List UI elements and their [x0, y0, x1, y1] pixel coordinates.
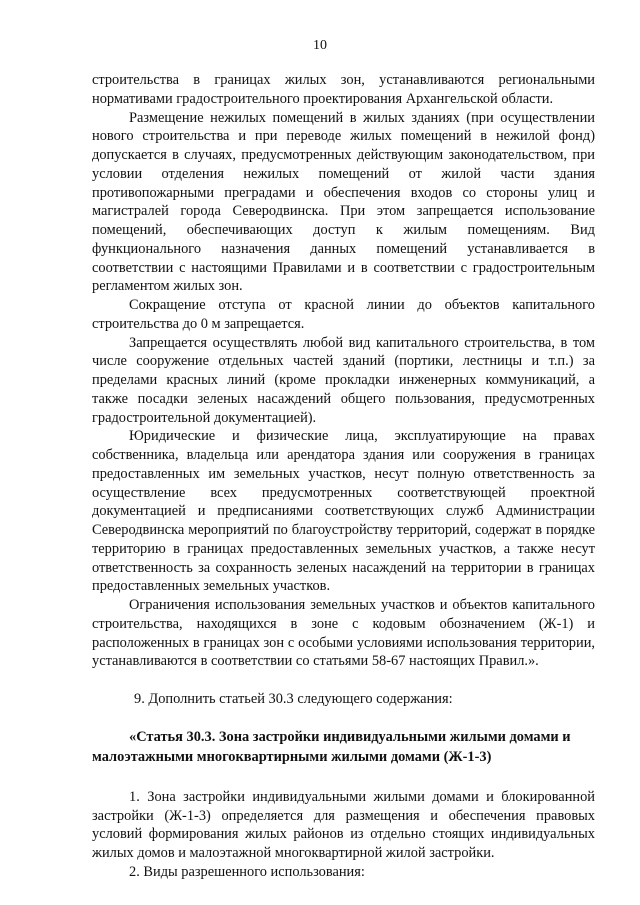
paragraph-nonresidential-premises: Размещение нежилых помещений в жилых зданиях (при осуществлении нового строительства и при переводе жилых помещений в нежилой фонд) допускается в случаях, предусмотренных действующим законодательством, при условии отделения нежилых помещений от жилой части здания противопожарными преградами и обеспечения входов со стороны улиц и магистралей города Северодвинска. При этом запрещается использование помещений, обеспечивающих доступ к жилым помещениям. Вид функционального назначения данных помещений устанавливается в соответствии с настоящими Правилами и в соответствии с градостроительным регламентом жилых зон. — [92, 109, 595, 295]
document-body — [92, 71, 595, 882]
paragraph-zone-definition: 1. Зона застройки индивидуальными жилыми домами и блокированной застройки (Ж-1-3) определяется для размещения и обеспечения правовых условий формирования жилых районов из отдельно стоящих индивидуальных жилых домов и малоэтажной многоквартирной жилой застройки. — [92, 788, 595, 861]
paragraph-red-line-setback: Сокращение отступа от красной линии до объектов капитального строительства до 0 м запрещается. — [92, 297, 595, 332]
paragraph-permitted-uses: 2. Виды разрешенного использования: — [129, 863, 365, 880]
paragraph-construction-prohibition: Запрещается осуществлять любой вид капитального строительства, в том числе сооружение отдельных частей зданий (портики, лестницы и т.п.) за пределами красных линий (кроме прокладки инженерных коммуникаций, а также посадки зеленых насаждений общего пользования, предусмотренных градостроительной документацией). — [92, 334, 595, 426]
paragraph-landscaping-responsibility: Юридические и физические лица, эксплуатирующие на правах собственника, владельца или арендатора здания или сооружения в границах предоставленных им земельных участков, несут полную ответственность за осуществление всех предусмотренных соответствующей проектной документацией и предписаниями соответствующих служб Администрации Северодвинска мероприятий по благоустройству территорий, содержат в порядке территорию в границах предоставленных земельных участков, а также несут ответственность за сохранность зеленых насаждений на территории в границах предоставленных земельных участков. — [92, 428, 595, 595]
page-number: 10 — [313, 38, 327, 53]
article-heading: «Статья 30.3. Зона застройки индивидуальными жилыми домами и малоэтажными многоквартирными жилыми домами (Ж-1-3) — [92, 728, 571, 765]
paragraph-regional-norms: строительства в границах жилых зон, устанавливаются региональными нормативами градостроительного проектирования Архангельской области. — [92, 72, 595, 107]
paragraph-item-9: 9. Дополнить статьей 30.3 следующего содержания: — [134, 691, 453, 707]
paragraph-usage-restrictions: Ограничения использования земельных участков и объектов капитального строительства, находящихся в зоне с кодовым обозначением (Ж-1) и расположенных в границах зон с особыми условиями использования территории, устанавливаются в соответствии со статьями 58-67 настоящих Правил.». — [92, 597, 595, 670]
